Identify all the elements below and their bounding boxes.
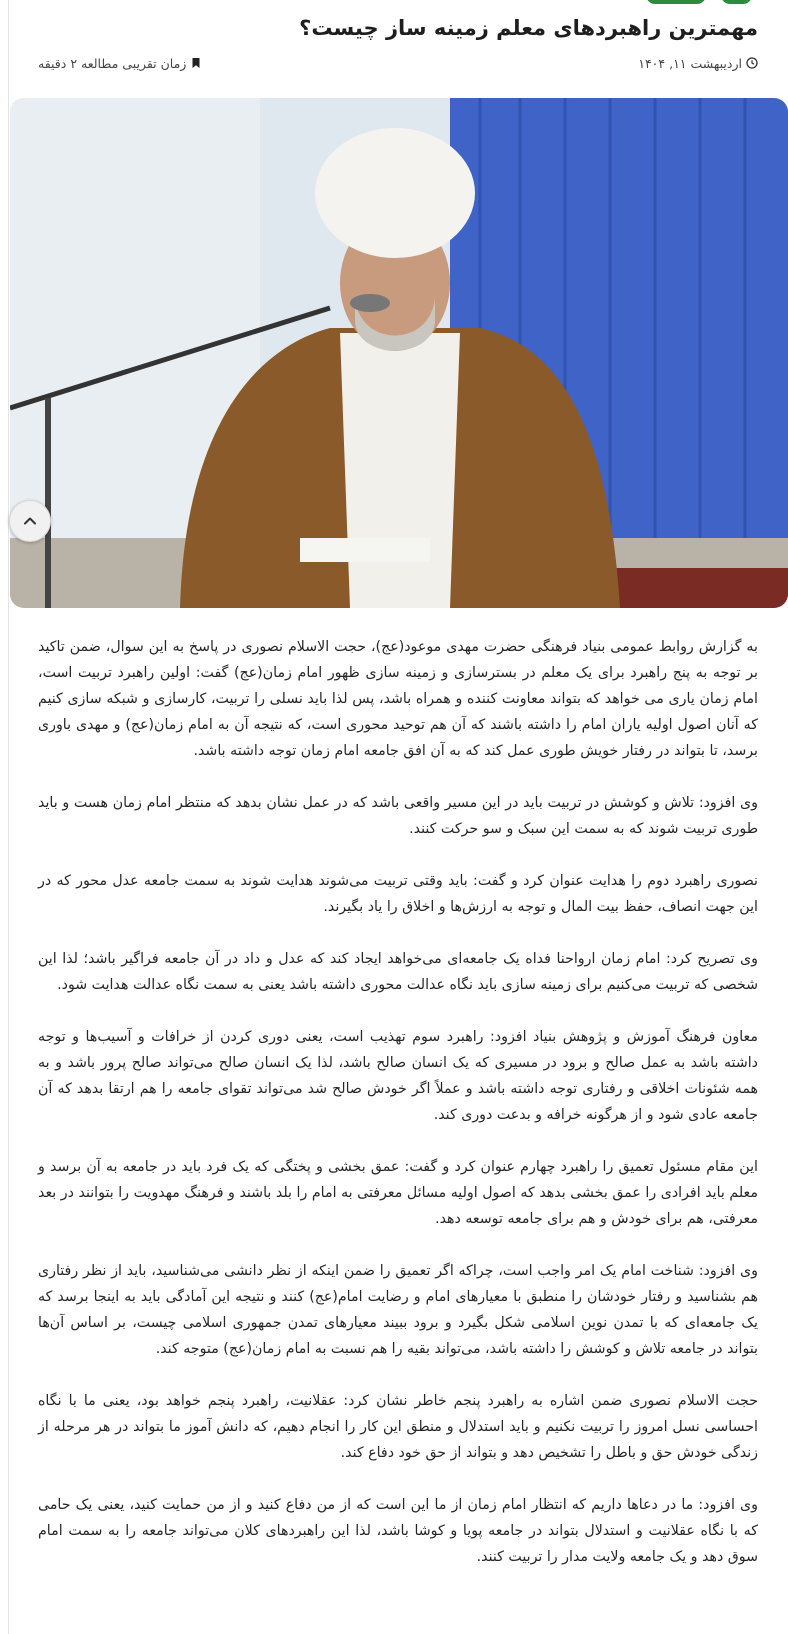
article-date — [638, 56, 758, 71]
article-paragraph: به گزارش روابط عمومی بنیاد فرهنگی حضرت مهدی موعود(عج)، حجت الاسلام نصوری در پاسخ به این سوال، ضمن تاکید بر توجه به پنج راهبرد برای یک معلم در بسترسازی و زمینه سازی ظهور امام زمان(عج) گفت: اولین راهبرد تربیت است، امام زمان یاری می خواهد که بتواند معاونت کننده و همراه باشد، پس لذا باید نسلی را تربیت، کارسازی و شبکه سازی کنیم که آنان اصول اولیه یاران امام را داشته باشند که آن هم توحید محوری است، که نتیجه آن به امام زمان(عج) و مهدی باوری برسد، تا بتواند در رفتار خویش طوری عمل کند که به آن افق جامعه امام زمان توجه داشته باشد. — [38, 639, 758, 759]
article-paragraph: وی افزود: شناخت امام یک امر واجب است، چراکه اگر تعمیق را ضمن اینکه از نظر دانشی می‌شناسید، باید از نظر رفتاری هم بشناسید و رفتار خودشان را منطبق با معیارهای امام و رضایت امام(عج) کنند و نتیجه این آمادگی باید به اینجا برسد که یک جامعه‌ای که با تمدن نوین اسلامی شکل بگیرد و برود ببیند معیارهای تمدن جمهوری اسلامی چیست، بر اساس آن‌ها بتواند در جامعه تلاش و کوشش را داشته باشد، می‌تواند بقیه را هم نسبت به امام زمان(عج) متوجه کند. — [38, 1263, 758, 1357]
article-paragraph: نصوری راهبرد دوم را هدایت عنوان کرد و گفت: باید وقتی تربیت می‌شوند هدایت شوند به سمت جامعه عدل محور که در این جهت انصاف، حفظ بیت المال و توجه به ارزش‌ها و اخلاق را یاد بگیرند. — [38, 873, 758, 915]
scroll-to-top-button[interactable] — [9, 500, 51, 542]
article-paragraph: وی افزود: ما در دعاها داریم که انتظار امام زمان از ما این است که از من دفاع کنید و از من حمایت کنید، یعنی یک حامی که با نگاه عقلانیت و استدلال بتواند در جامعه پویا و کوشا باشد، لذا این راهبردهای کلان می‌تواند جامعه را به سمت امام سوق دهد و یک جامعه ولایت مدار را تربیت کنند. — [38, 1497, 758, 1565]
article-body — [38, 634, 758, 1596]
tag-chip[interactable] — [721, 0, 752, 4]
chevron-up-icon — [22, 513, 38, 529]
article-paragraph: وی افزود: تلاش و کوشش در تربیت باید در این مسیر واقعی باشد که در عمل نشان بدهد که منتظر امام زمان هست و باید طوری تربیت شوند که به سمت این سبک و سو حرکت کنند. — [38, 795, 758, 837]
article-paragraph: حجت الاسلام نصوری ضمن اشاره به راهبرد پنجم خاطر نشان کرد: عقلانیت، راهبرد پنجم خواهد بود، یعنی ما با نگاه احساسی نسل امروز را تربیت نکنیم و باید استدلال و منطق این کار را انجام دهیم، که دانش آموز ما بتواند در هر مرحله از زندگی خودش حق و باطل را تشخیص دهد و بتواند از حق خود دفاع کند. — [38, 1393, 758, 1461]
article-paragraph: معاون فرهنگ آموزش و پژوهش بنیاد افزود: راهبرد سوم تهذیب است، یعنی دوری کردن از خرافات و آسیب‌ها و توجه داشته باشد به عمل صالح و برود در مسیری که یک انسان صالح باشد، لذا یک انسان صالح می‌تواند صالح پرور باشد و به همه شئونات اخلاقی و رفتاری توجه داشته باشد و عملاً اگر خودش صالح شد می‌تواند تقوای جامعه را هم ارتقا بدهد که آن جامعه عادی شود و از هرگونه خرافه و بدعت دوری کند. — [38, 1029, 758, 1123]
article-meta — [38, 52, 758, 74]
article-paragraph: وی تصریح کرد: امام زمان ارواحنا فداه یک جامعه‌ای می‌خواهد ایجاد کند که عدل و داد در آن جامعه فراگیر باشد؛ لذا این شخصی که تربیت می‌کنیم برای زمینه سازی باید نگاه عدالت محوری داشته باشد یعنی به سمت نگاه عدالت هدایت شود. — [38, 951, 758, 993]
bookmark-icon — [190, 57, 202, 69]
article-title: مهمترین راهبردهای معلم زمینه ساز چیست؟ — [299, 16, 758, 40]
tag-chip[interactable] — [646, 0, 706, 4]
cleric-speaking-photo — [10, 98, 788, 608]
date-text: اردیبهشت ۱۱, ۱۴۰۴ — [638, 55, 742, 71]
article-hero-image — [10, 98, 788, 608]
clock-icon — [746, 57, 758, 69]
article-paragraph: این مقام مسئول تعمیق را راهبرد چهارم عنوان کرد و گفت: عمق بخشی و پختگی که یک فرد باید در جامعه به آن برسد و معلم باید افرادی را عمق بخشی بدهد که اصول اولیه مسائل معرفتی به امام را بلد باشند و فرهنگ مهدویت را بتوانند در بعد معرفتی، هم برای خودش و هم برای جامعه توسعه دهد. — [38, 1159, 758, 1227]
reading-time-text: زمان تقریبی مطالعه ۲ دقیقه — [38, 55, 187, 71]
page-divider — [8, 0, 9, 1634]
top-tag-chips — [0, 0, 788, 4]
reading-time — [38, 56, 202, 71]
